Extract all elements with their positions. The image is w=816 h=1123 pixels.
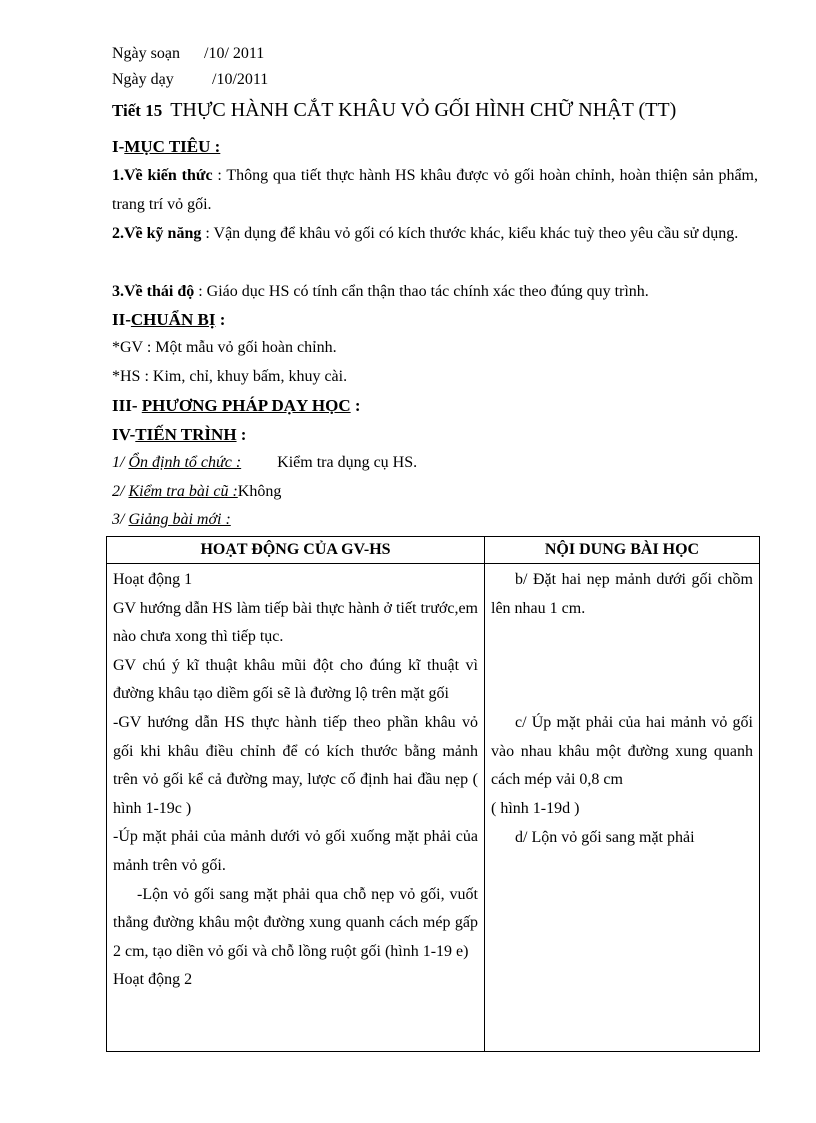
process-step: [112, 510, 231, 530]
lesson-title-row: [112, 97, 676, 124]
section-heading: MỤC TIÊU :: [124, 137, 221, 156]
lesson-number: Tiết 15: [112, 101, 163, 120]
date-prepared-label: Ngày soạn: [112, 45, 180, 62]
activity-paragraph: Hoạt động 2: [113, 971, 193, 989]
activity-paragraph: GV hướng dẫn HS làm tiếp bài thực hành ở tiết trước,em nào chưa xong thì tiếp tục.: [113, 599, 478, 646]
objective-label: 3.Về thái độ: [112, 283, 195, 300]
content-paragraph: b/ Đặt hai nẹp mảnh dưới gối chồm lên nhau 1 cm.: [491, 571, 753, 617]
section-preparation-heading: [112, 310, 225, 330]
activity-paragraph: Hoạt động 1: [113, 571, 193, 588]
activity-paragraph: -GV hướng dẫn HS thực hành tiếp theo phần khâu vỏ gối khi khâu điều chỉnh để có kích thước bằng mảnh trên vỏ gối kể cả đường may, lược cố định hai đầu nẹp ( hình 1-19c ): [113, 713, 478, 817]
content-spacer: [491, 623, 753, 709]
table-row: [107, 564, 760, 1052]
section-colon: :: [236, 425, 247, 444]
activity-paragraph: GV chú ý kĩ thuật khâu mũi đột cho đúng kĩ thuật vì đường khâu tạo diềm gối sẽ là đường lộ trên mặt gối: [113, 656, 478, 703]
objective-skill: [112, 219, 758, 248]
objective-attitude: [112, 277, 758, 306]
objective-label: 2.Về kỹ năng: [112, 225, 202, 242]
section-process-heading: [112, 425, 246, 445]
section-prefix: III-: [112, 396, 142, 415]
content-paragraph: c/ Úp mặt phải của hai mảnh vỏ gối vào nhau khâu một đường xung quanh cách mép vải 0,8 cm: [491, 714, 753, 789]
date-taught: [112, 70, 268, 90]
process-step: [112, 482, 281, 502]
date-taught-label: Ngày dạy: [112, 71, 174, 88]
step-label: Giảng bài mới :: [128, 511, 231, 528]
objective-text: : Giáo dục HS có tính cẩn thận thao tác chính xác theo đúng quy trình.: [198, 283, 649, 300]
section-prefix: II-: [112, 310, 131, 329]
step-label: Ổn định tổ chức :: [128, 454, 242, 471]
section-heading: TIẾN TRÌNH: [135, 425, 237, 444]
step-number: 2/: [112, 483, 129, 500]
date-prepared-value: /10/ 2011: [204, 45, 265, 62]
process-step: [112, 453, 417, 473]
step-text: Kiểm tra dụng cụ HS.: [277, 454, 418, 471]
section-colon: :: [215, 310, 226, 329]
activity-paragraph: -Úp mặt phải của mảnh dưới vỏ gối xuống mặt phải của mảnh trên vỏ gối.: [113, 828, 478, 874]
objective-label: 1.Về kiến thức: [112, 167, 213, 184]
date-prepared: [112, 44, 264, 64]
objective-text: : Thông qua tiết thực hành HS khâu được vỏ gối hoàn chỉnh, hoàn thiện sản phẩm, trang trí vỏ gối.: [112, 167, 759, 213]
prep-student: *HS : Kim, chỉ, khuy bấm, khuy cài.: [112, 368, 348, 385]
activity-paragraph: -Lộn vỏ gối sang mặt phải qua chỗ nẹp vỏ gối, vuốt thẳng đường khâu một đường xung quanh cách mép gấp 2 cm, tạo diền vỏ gối và chỗ lồng ruột gối (hình 1-19 e): [113, 885, 478, 960]
section-prefix: IV-: [112, 425, 136, 444]
step-number: 1/: [112, 454, 129, 471]
objective-knowledge: [112, 161, 758, 219]
lesson-activity-table: [106, 536, 760, 1052]
content-paragraph: ( hình 1-19d ): [491, 799, 580, 817]
objective-text: : Vận dụng để khâu vỏ gối có kích thước khác, kiểu khác tuỳ theo yêu cầu sử dụng.: [205, 225, 739, 242]
step-number: 3/: [112, 511, 129, 528]
content-paragraph: d/ Lộn vỏ gối sang mặt phải: [515, 828, 695, 846]
section-methods-heading: [112, 396, 361, 416]
section-heading: PHƯƠNG PHÁP DẠY HỌC: [141, 396, 351, 415]
column-header-activities: HOẠT ĐỘNG CỦA GV-HS: [107, 537, 485, 564]
content-cell: [485, 564, 760, 1052]
section-prefix: I-: [112, 137, 125, 156]
table-header-row: [107, 537, 760, 564]
prep-teacher: *GV : Một mẫu vỏ gối hoàn chỉnh.: [112, 339, 337, 356]
step-label: Kiểm tra bài cũ :: [128, 483, 238, 500]
date-taught-value: /10/2011: [212, 71, 269, 88]
column-header-content: NỘI DUNG BÀI HỌC: [485, 537, 760, 564]
section-colon: :: [350, 396, 361, 415]
step-text: Không: [237, 483, 282, 500]
activities-cell: [107, 564, 485, 1052]
page-title: THỰC HÀNH CẮT KHÂU VỎ GỐI HÌNH CHỮ NHẬT (TT): [170, 99, 677, 121]
section-objectives-heading: [112, 137, 220, 157]
section-heading: CHUẨN BỊ: [130, 310, 216, 329]
